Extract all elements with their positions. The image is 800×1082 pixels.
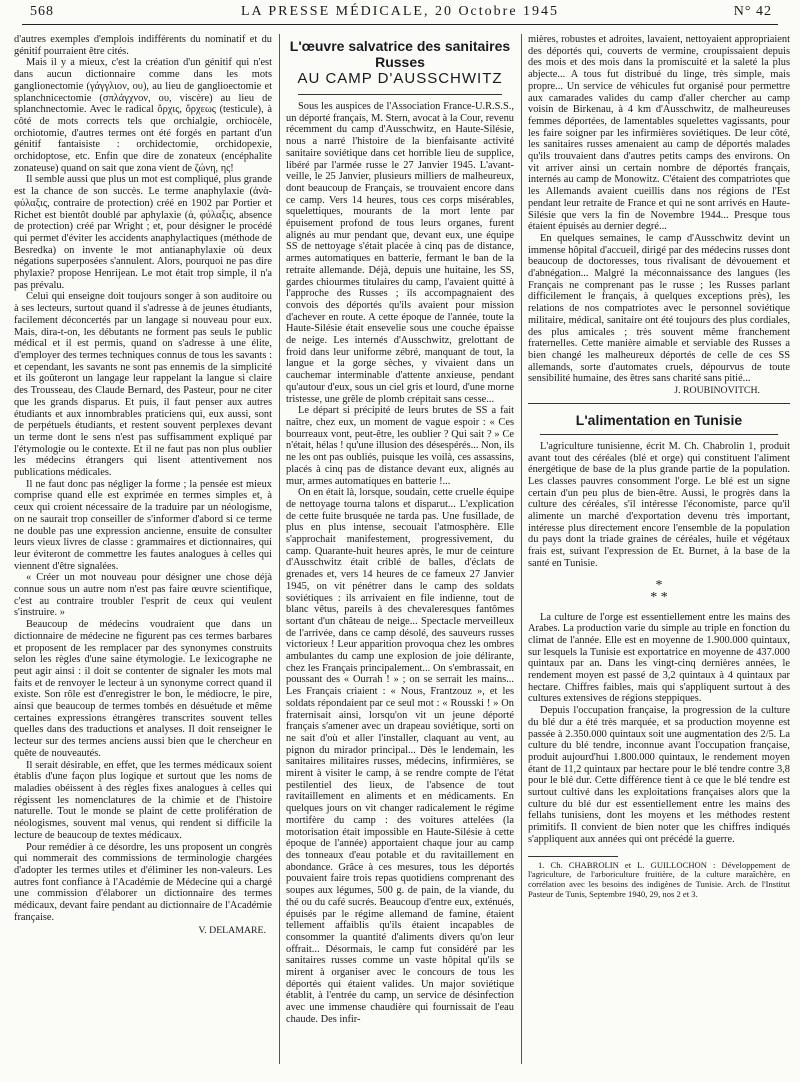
paragraph: Il semble aussi que plus un mot est compliqué, plus grande est la chance de son succès. Le terme anaphylaxie (ἀνὰ-φύλαξις, contraire de protection) créé en 1902 par Portier et Richet est bientôt doublé par aphylaxie (ἀ, φύλαξις, absence de protection) créé par Wright ; et, pour désigner le procédé qui permet d'éviter les accidents anaphylactiques (méthode de Besredka) on invente le mot antianaphylaxie où deux négations superposées s'annulent. Alors, pourquoi ne pas dire phylaxie? propose Henrijean. Le mot était trop simple, il n'a pas prévalu. bbox=[14, 174, 272, 291]
paragraph: On en était là, lorsque, soudain, cette cruelle équipe de nettoyage tourna talons et disparut... L'explication de cette fuite brusquée ne tarda pas. Une fusillade, de plus en plus intense, secouait l'atmosphère. Elle s'approchait manifestement, progressivement, du camp. Quarante-huit heures après, le mur de ceinture d'Ausschwitz était criblé de balles, d'éclats de grenades et, vers 14 heures de ce fameux 27 Janvier 1945, on vit pénétrer dans le camp des soldats soviétiques : ils arrivaient en file indienne, tout de blanc vêtus, pareils à des chevaleresques fantômes sortant d'un château de neige... Spectacle merveilleux de l'arrivée, dans ce camp désolé, des sauveurs russes victorieux ! Leur apparition provoqua chez les ombres ambulantes du camp une explosion de joie délirante, chez les Français principalement... On s'embrassait, en poussant des « Ourrah ! » ; on se serrait les mains... Les Français criaient : « Nous, Frantzouz », et les soldats répondaient par ce seul mot : « Rousski ! » On fraternisait ainsi, lorsqu'on vit un jeune déporté français s'amener avec un drapeau soviétique, sorti on ne sait d'où et aller l'installer, claquant au vent, au pignon du mirador principal... Dès le lendemain, les sanitaires militaires russes, médecins, infirmières, se mirent à visiter le camp, à se rendre compte de l'état pestilentiel des lieux, de l'absence de tout ravitaillement en aliments et en médicaments. En quelques jours on vit changer radicalement le régime mortifère du camp : des voitures attelées (la motorisation était impossible en Haute-Silésie à cette époque de l'année) apportaient chaque jour au camp des tonneaux d'eau potable et du ravitaillement en abondance. Grâce à ces mesures, tous les déportés pouvaient faire trois repas quotidiens comprenant des soupes aux légumes, 500 g. de pain, de la viande, du thé ou du café sucrés. Beaucoup d'entre eux, exténués, épuisés par le régime allemand de famine, étaient tellement affaiblis qu'ils étaient incapables de consommer la quantité d'aliments divers qu'on leur offrait... Désormais, le camp fut considéré par les sanitaires russes comme un vaste hôpital qu'ils se mirent à organiser avec le concours de tous les déportés qui étaient valides. Un major soviétique établit, à l'entrée du camp, un service de désinfection avec une immense chaudière qui fournissait de l'eau chaude. Des infir- bbox=[286, 487, 514, 1025]
footnote: 1. Ch. CHABROLIN et L. GUILLOCHON : Développement de l'agriculture, de l'arboriculture fruitière, de la culture maraîchère, en corrélation avec les besoins des indigènes de Tunisie. Arch. de l'Institut Pasteur de Tunis, Septembre 1940, 29, nos 2 et 3. bbox=[528, 859, 790, 899]
paragraph: Il ne faut donc pas négliger la forme ; la pensée est mieux comprise quand elle est exprimée en termes simples et, à ceux qui croient nécessaire de la traduire par un néologisme, on ne saurait trop conseiller de s'informer d'abord si ce terme ne double pas une expression ancienne, ensuite de consulter leurs vieux livres de classe : grammaires et dictionnaires, qui leur éviteront de commettre les fautes analogues à celles qui viennent d'être signalées. bbox=[14, 478, 272, 572]
article-title-text: L'alimentation en Tunisie bbox=[575, 411, 743, 428]
paragraph: La culture de l'orge est essentiellement entre les mains des Arabes. La production varie du simple au triple en fonction du climat de l'année. Elle est en moyenne de 1.900.000 quintaux, sur lesquels la Tunisie est exportatrice en moyenne de 437.000 quintaux par an. Dans les vingt-cinq dernières années, le rendement moyen est passé de 3,2 quintaux à 4 quintaux par hectare. Chiffres faibles, mais qui s'appliquent surtout à des cultures extensives de régions steppiques. bbox=[528, 611, 790, 705]
paragraph: Beaucoup de médecins voudraient que dans un dictionnaire de médecine ne figurent pas ces termes barbares et proposent de les remplacer par des synonymes construits selon les règles d'une saine étymologie. Le lexicographe ne peut agir ainsi : il doit se contenter de signaler les mots mal faits et de renvoyer le lecteur à un synonyme correct quand il existe. Son rôle est d'enregistrer le bon, le médiocre, le pire, ainsi que beaucoup de termes tombés en désuétude et même certaines expressions étrangères transcrites souvent telles quelles dans des traductions et analyses. Il doit renseigner le lecteur sur des termes anciens aussi bien que le chercheur en quête de nouveautés. bbox=[14, 619, 272, 759]
paragraph: « Créer un mot nouveau pour désigner une chose déjà connue sous un autre nom n'est pas faire œuvre scientifique, c'est au contraire troubler l'esprit de ceux qui veulent s'instruire. » bbox=[14, 572, 272, 619]
column-rule bbox=[279, 34, 280, 1064]
article-title bbox=[286, 38, 514, 88]
paragraph: mières, robustes et adroites, lavaient, nettoyaient appropriaient des déportés qui, couverts de vermine, croupissaient depuis des mois et des mois dans la promiscuité et la saleté la plus abjecte... A tous fut distribué du linge, très simple, mais propre... Un service de véhicules fut organisé pour permettre aux camarades valides du camp d'aller chercher au camp voisin de Birkenau, à 4 km d'Ausschwitz, de malheureuses femmes déportées, de lamentables squelettes vagissants, pour les faire soigner par les infirmières soviétiques. De leur côté, les sanitaires russes amenaient au camp de déportés malades qu'ils trouvaient dans d'autres petits camps des environs. On vit arriver ainsi un certain nombre de déportés français, internés au camp de Monowitz. C'étaient des compatriotes que les Allemands avaient cueillis dans nos régions de l'Est pendant leur retraite de France et qui ne sont arrivés en Haute-Silésie que vers la fin de Novembre 1944... Presque tous étaient épuisés au dernier degré... bbox=[528, 34, 790, 233]
page-header bbox=[22, 4, 778, 25]
star-bottom: * * bbox=[650, 589, 668, 605]
article-separator bbox=[528, 403, 790, 404]
paragraph: Sous les auspices de l'Association France-U.R.S.S., un déporté français, M. Stern, avocat à la Cour, revenu récemment du camp d'Ausschwitz, en Haute-Silésie, nous a narré l'histoire de la bienfaisante activité sanitaire soviétique dans cet horrible lieu de supplice, libéré par l'armée russe le 27 Janvier 1945. L'avant-veille, le 25 Janvier, plusieurs milliers de malheureux, dont beaucoup de Français, se trouvaient encore dans ce camp. Vers 14 heures, tous ces corps misérables, squelettiques, mourants de la mort lente par épuisement profond de tous leurs organes, furent alignés au mur pendant que, devant eux, une équipe SS de nettoyage s'était placée à cinq pas de distance, armes automatiques en batterie, fermant le ban de la retraite allemande. Déjà, depuis une huitaine, les SS, gardes chiourmes titulaires du camp, l'avaient quitté à l'approche des Russes ; ils accompagnaient des convois des déportés qu'ils avaient pour mission d'achever en route. A cette époque de l'année, toute la Haute-Silésie était ensevelie sous une couche épaisse de neige. Les internés d'Ausschwitz, grelottant de froid dans leur uniforme zébré, manquant de tout, la langue et la gorge sèches, y vivaient dans un cauchemar interminable d'attente anxieuse, pendant qu'autour d'eux, sous un ciel gris et lourd, d'une morne tristesse, une grêle de plomb crépitait sans cesse... bbox=[286, 101, 514, 405]
signature: J. ROUBINOVITCH. bbox=[674, 385, 760, 397]
journal-title: LA PRESSE MÉDICALE, 20 Octobre 1945 bbox=[240, 4, 560, 19]
section-stars bbox=[528, 577, 790, 605]
article-title bbox=[528, 412, 790, 428]
paragraph: En quelques semaines, le camp d'Ausschwitz devint un immense hôpital d'accueil, dirigé par des médecins russes dont beaucoup de doctoresses, tous rivalisant de dévouement et d'abnégation... Malgré la méconnaissance des langues (les Français ne comprenant pas le russe ; les Russes parlant difficilement le français, à quelques exceptions près), les relations de nos compatriotes avec le personnel soviétique militaire, médical, sanitaire ont été toujours des plus cordiales, des plus amicales ; très souvent même franchement fraternelles. Cette manière aimable et serviable des Russes a bien changé les malheureux déportés de celle de ces SS allemands, sorte d'automates cruels, dépourvus de toute sensibilité humaine, des êtres sans charité sans pitié... bbox=[528, 232, 790, 385]
paragraph: Il serait désirable, en effet, que les termes médicaux soient établis d'une façon plus logique et surtout que les noms de maladies obéissent à des règles fixes analogues à celles qui régissent les nomenclatures de la chimie et de l'histoire naturelle. Tout le monde se plaint de cette prolifération de néologismes, souvent mal venus, qui rendent si difficile la lecture de beaucoup de textes médicaux. bbox=[14, 759, 272, 841]
page-number: 568 bbox=[30, 4, 54, 19]
column-middle bbox=[286, 34, 514, 1064]
column-right bbox=[528, 34, 790, 1064]
star-top: * bbox=[655, 577, 663, 593]
paragraph: Mais il y a mieux, c'est la création d'un génitif qui n'est dans aucun dictionnaire comme dans les mots ganglionectomie (γάγγλιον, ου), au lieu de ganglioectomie et splanchnicectomie (σπλάγχνον, ου, viscère) au lieu de splanchnectomie. Avec le radical ὄρχις, ὄρχεως (testicule), à côté de mots corrects tels que orchialgie, orchiocèle, orchiotomie, d'autres termes ont été forgés en partant d'un génitif fantaisiste : orchidectomie, orchidopexie, orchidoptose, etc. Enfin que dire de zonateux (encéphalite zonateuse) quand on sait que zona vient de ζώνη, ης! bbox=[14, 57, 272, 174]
paragraph: Le départ si précipité de leurs brutes de SS a fait naître, chez eux, un moment de vague espoir : « Ces bourreaux vont, peut-être, les oublier ? Qui sait ? » Ce n'était, hélas ! qu'une illusion des désespérés... Non, ils ne les ont pas oubliés, puisque les voilà, ces assassins, placés à cinq pas de distance devant eux, alignés au mur, armes automatiques en batterie !... bbox=[286, 405, 514, 487]
title-rule bbox=[298, 94, 502, 95]
paragraph: Depuis l'occupation française, la progression de la culture du blé dur a été très marquée, et sa production moyenne est passée à 2.350.000 quintaux soit une augmentation des 2/5. La culture du blé tendre, inconnue avant l'occupation française, produit aujourd'hui 1.800.000 quintaux, le rendement moyen étant de 11,2 quintaux par hectare pour le blé tendre contre 3,8 pour le blé dur. Cette différence tient à ce que le blé tendre est surtout cultivé dans les exploitations françaises alors que la culture du blé dur est essentiellement entre les mains des fellahs tunisiens, dont les moyens et les méthodes restent primitifs. Il convient de bien noter que les chiffres indiqués s'appliquent aux années qui ont précédé la guerre. bbox=[528, 705, 790, 845]
paragraph: L'agriculture tunisienne, écrit M. Ch. Chabrolin 1, produit avant tout des céréales (blé et orge) qui constituent l'aliment énergétique de base de la plus grande partie de la population. Les classes pauvres consomment l'orge. Le blé est un signe certain d'un peu plus de bien-être. Aussi, le progrès dans la culture des céréales, s'il intéresse l'économiste, parce qu'il alimente un marché d'exportation devenu très important, intéresse plus directement encore l'ensemble de la population du pays dont la triade graines de céréales, huile et végétaux frais est, suivant l'expression de Et. Burnet, à la base de la santé en Tunisie. bbox=[528, 440, 790, 569]
column-left bbox=[14, 34, 272, 1064]
column-rule bbox=[521, 34, 522, 1064]
title-rule bbox=[540, 434, 778, 435]
paragraph: Pour remédier à ce désordre, les uns proposent un congrès qui nommerait des commissions de terminologie chargées d'adopter les termes utiles et d'éliminer les non-valeurs. Les autres font confiance à l'Académie de Médecine qui a chargé une commission d'élaborer un dictionnaire des termes médicaux, devant faire pendant au dictionnaire de l'Académie française. bbox=[14, 841, 272, 923]
issue-number: N° 42 bbox=[733, 4, 772, 19]
paragraph: d'autres exemples d'emplois indifférents du nominatif et du génitif pourraient être cités. bbox=[14, 34, 272, 57]
article-title-line2: AU CAMP D'AUSSCHWITZ bbox=[297, 70, 503, 87]
footnote-rule bbox=[528, 856, 618, 857]
article-title-line1: L'œuvre salvatrice des sanitaires Russes bbox=[289, 38, 511, 70]
signature: V. DELAMARE. bbox=[198, 925, 266, 937]
paragraph: Celui qui enseigne doit toujours songer à son auditoire ou à ses lecteurs, surtout quand il s'adresse à de jeunes étudiants, facilement déconcertés par un langage si nouveau pour eux. Mais, dira-t-on, les débutants ne forment pas seuls le public médical et il est permis, quand on s'adresse à une élite, d'employer des termes techniques connus de tous les savants : et cependant, les savants ne sont pas ennemis de la simplicité et ils goûteront un langage leur rappelant la langue si claire des Trousseau, des Claude Bernard, des Pasteur, pour ne citer que les grands disparus. Et puis, il faut penser aux autres étudiants et aux innombrables praticiens qui, eux aussi, sont de perpétuels étudiants, et restent souvent perplexes devant un terme dont le sens n'est pas suffisamment expliqué par l'étymologie ou le contexte. Et il ne faut pas non plus oublier les médecins étrangers qui lisent attentivement nos publications médicales. bbox=[14, 291, 272, 479]
